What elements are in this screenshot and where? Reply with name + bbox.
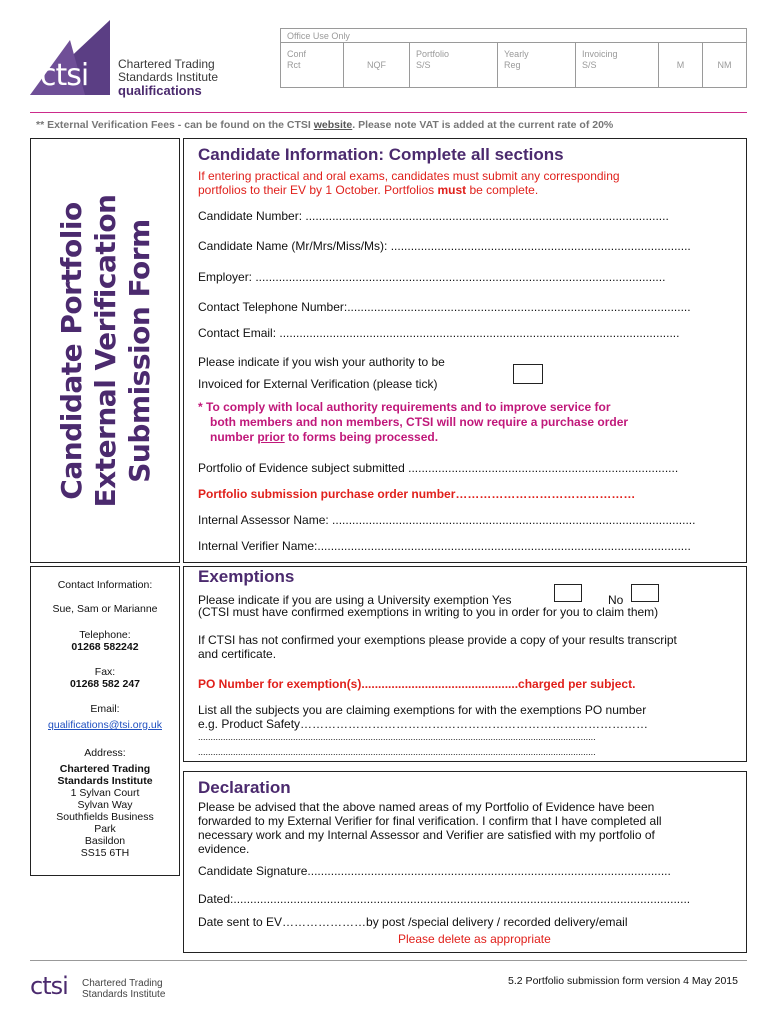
purchase-order-notice: * To comply with local authority requirements and to improve service for both members and non members, CTSI will now require a purchase order number prior to forms being processed. [198,400,629,444]
version-note: 5.2 Portfolio submission form version 4 May 2015 [508,975,738,987]
delete-note: Please delete as appropriate [398,932,551,946]
declaration-section [183,771,747,953]
transcript-note: If CTSI has not confirmed your exemptions please provide a copy of your results transcript and certificate. [198,633,677,661]
form-title: Candidate Portfolio External Verification Submission Form [55,194,156,508]
contact-label: Contact Information: [57,579,153,591]
portfolio-po-field[interactable]: Portfolio submission purchase order number……………………………………… [198,487,636,501]
email-link[interactable]: qualifications@tsi.org.uk [48,719,162,731]
logo-wordmark: Chartered Trading Standards Institute qualifications [118,57,219,98]
fees-note: ** External Verification Fees - can be found on the CTSI website. Please note VAT is added at the current rate of 20% [36,119,614,131]
office-col-yearly-reg[interactable]: Yearly Reg [498,43,576,88]
address-lines: 1 Sylvan Court Sylvan Way Southfields Business Park Basildon SS15 6TH [56,787,154,859]
header-divider [30,112,747,113]
portfolio-subject-field[interactable]: Portfolio of Evidence subject submitted ................................................................................. [198,461,679,475]
invoice-checkbox[interactable] [513,364,543,384]
exemption-question: Please indicate if you are using a University exemption Yes [198,593,512,607]
exemption-confirm-note: (CTSI must have confirmed exemptions in writing to you in order for you to claim them) [198,605,659,619]
candidate-heading: Candidate Information: Complete all sections [198,145,564,164]
internal-assessor-field[interactable]: Internal Assessor Name: ............................................................................................................. [198,513,696,527]
exemption-po-field[interactable]: PO Number for exemption(s)...............................................charged per subject. [198,677,636,691]
ctsi-logo [30,20,250,100]
exemption-yes-checkbox[interactable] [554,584,582,602]
footer-logo [30,970,180,1002]
contact-names: Sue, Sam or Marianne [52,603,158,615]
exemptions-heading: Exemptions [198,567,295,586]
candidate-number-field[interactable]: Candidate Number: ............................................................................................................. [198,209,669,223]
dated-field[interactable]: Dated:......................................................................................................................................... [198,892,691,906]
office-col-nm[interactable]: NM [717,60,732,70]
candidate-name-field[interactable]: Candidate Name (Mr/Mrs/Miss/Ms): .......................................................................................... [198,239,691,253]
office-col-conf-rct[interactable]: Conf Rct [281,43,344,88]
address-org: Chartered Trading Standards Institute [57,763,153,787]
office-col-nqf[interactable]: NQF [344,43,410,88]
exemption-no-label: No [608,593,624,607]
office-use-table [280,28,747,88]
declaration-heading: Declaration [198,778,291,797]
footer-divider [30,960,747,961]
internal-verifier-field[interactable]: Internal Verifier Name:................................................................................................................ [198,539,691,553]
exemption-list-instructions: List all the subjects you are claiming exemptions for with the exemptions PO number e.g. Product Safety…………………………………………………………………………… [198,703,649,731]
candidate-info-section [183,138,747,563]
footer-logo-text: Chartered Trading Standards Institute [82,978,166,1000]
contact-email-field[interactable]: Contact Email: ........................................................................................................................ [198,326,680,340]
form-title-panel [30,138,180,563]
office-col-m[interactable]: M [659,43,703,88]
office-col-invoicing[interactable]: Invoicing S/S [576,43,659,88]
logo-mark-text: ctsi [40,58,89,93]
candidate-intro: If entering practical and oral exams, candidates must submit any corresponding portfolios to their EV by 1 October. Portfolios must be complete. [198,169,620,197]
declaration-text: Please be advised that the above named areas of my Portfolio of Evidence have been forwarded to my External Verifier for final verification. I confirm that I have completed all necessary work and my Internal Assessor and Verifier are satisfied with my portfolio of evidence. [198,800,662,856]
invoice-question: Please indicate if you wish your authority to be Invoiced for External Verification (please tick) [198,355,445,391]
email-label: Email: [90,703,120,715]
telephone-label: Telephone: [79,629,131,641]
website-link[interactable]: website [313,119,353,131]
fax-label: Fax: [94,666,116,678]
telephone-number: 01268 582242 [71,641,139,653]
contact-phone-field[interactable]: Contact Telephone Number:....................................................................................................... [198,300,691,314]
exemption-no-checkbox[interactable] [631,584,659,602]
office-col-portfolio[interactable]: Portfolio S/S [410,43,498,88]
exemption-list-line-2[interactable]: ............................................................................................................................................................... [198,747,596,757]
candidate-signature-field[interactable]: Candidate Signature............................................................................................................. [198,864,671,878]
office-use-title: Office Use Only [281,29,746,43]
address-label: Address: [84,747,126,759]
fax-number: 01268 582 247 [69,678,141,690]
footer-logo-mark: ctsi [30,972,68,1000]
contact-info-panel [30,566,180,876]
exemption-list-line-1[interactable]: ............................................................................................................................................................... [198,732,596,742]
date-sent-field[interactable]: Date sent to EV…………………by post /special delivery / recorded delivery/email [198,915,628,929]
exemptions-section [183,566,747,762]
employer-field[interactable]: Employer: ........................................................................................................................... [198,270,666,284]
